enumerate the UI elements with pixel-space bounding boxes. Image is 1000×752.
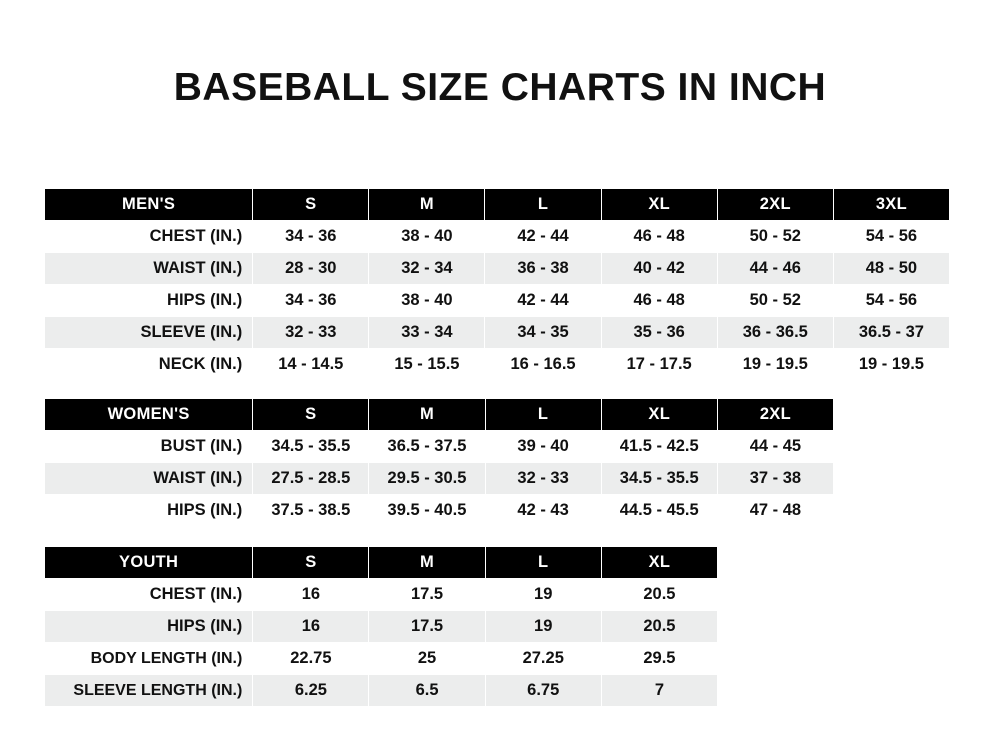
row-label: HIPS (IN.) — [45, 285, 253, 317]
column-header: 2XL — [717, 189, 833, 221]
column-header: L — [485, 189, 601, 221]
table-row — [45, 285, 950, 317]
column-header: M — [369, 547, 485, 579]
table-cell: 32 - 34 — [369, 253, 485, 285]
table-cell: 34.5 - 35.5 — [601, 463, 717, 495]
column-header: 2XL — [717, 399, 833, 431]
table-cell: 41.5 - 42.5 — [601, 431, 717, 463]
row-label: HIPS (IN.) — [45, 495, 253, 527]
table-row — [45, 495, 834, 527]
table-cell: 28 - 30 — [253, 253, 369, 285]
row-label: CHEST (IN.) — [45, 221, 253, 253]
column-header: S — [253, 189, 369, 221]
table-cell: 46 - 48 — [601, 221, 717, 253]
table-cell: 33 - 34 — [369, 317, 485, 349]
table-cell: 37.5 - 38.5 — [253, 495, 369, 527]
row-label: WAIST (IN.) — [45, 463, 253, 495]
table-cell: 44.5 - 45.5 — [601, 495, 717, 527]
table-row — [45, 253, 950, 285]
table-cell: 38 - 40 — [369, 221, 485, 253]
column-header: MEN'S — [45, 189, 253, 221]
table-row — [45, 349, 950, 381]
youth-size-chart — [44, 546, 718, 707]
column-header: M — [369, 189, 485, 221]
row-label: HIPS (IN.) — [45, 611, 253, 643]
table-cell: 50 - 52 — [717, 285, 833, 317]
table-row — [45, 579, 718, 611]
table-cell: 40 - 42 — [601, 253, 717, 285]
table-cell: 19 - 19.5 — [833, 349, 949, 381]
table-cell: 20.5 — [601, 611, 717, 643]
table-cell: 54 - 56 — [833, 221, 949, 253]
table-cell: 42 - 44 — [485, 221, 601, 253]
table-cell: 42 - 43 — [485, 495, 601, 527]
table-cell: 19 - 19.5 — [717, 349, 833, 381]
table-cell: 54 - 56 — [833, 285, 949, 317]
table-cell: 47 - 48 — [717, 495, 833, 527]
table-row — [45, 463, 834, 495]
table-cell: 36.5 - 37 — [833, 317, 949, 349]
table-row — [45, 611, 718, 643]
table-cell: 37 - 38 — [717, 463, 833, 495]
table-cell: 34 - 36 — [253, 285, 369, 317]
table-cell: 19 — [485, 579, 601, 611]
table-cell: 34 - 36 — [253, 221, 369, 253]
table-cell: 16 - 16.5 — [485, 349, 601, 381]
table-cell: 48 - 50 — [833, 253, 949, 285]
table-cell: 34.5 - 35.5 — [253, 431, 369, 463]
mens-size-chart — [44, 188, 950, 381]
table-cell: 25 — [369, 643, 485, 675]
table-row — [45, 675, 718, 707]
table-row — [45, 221, 950, 253]
column-header: S — [253, 399, 369, 431]
table-cell: 44 - 45 — [717, 431, 833, 463]
table-cell: 36 - 38 — [485, 253, 601, 285]
table-cell: 36.5 - 37.5 — [369, 431, 485, 463]
table-cell: 20.5 — [601, 579, 717, 611]
table-cell: 44 - 46 — [717, 253, 833, 285]
table-cell: 16 — [253, 579, 369, 611]
table-cell: 46 - 48 — [601, 285, 717, 317]
table-cell: 22.75 — [253, 643, 369, 675]
row-label: SLEEVE (IN.) — [45, 317, 253, 349]
table-cell: 16 — [253, 611, 369, 643]
table-cell: 17.5 — [369, 611, 485, 643]
table-row — [45, 431, 834, 463]
table-cell: 32 - 33 — [253, 317, 369, 349]
table-cell: 15 - 15.5 — [369, 349, 485, 381]
table-cell: 6.5 — [369, 675, 485, 707]
table-cell: 29.5 - 30.5 — [369, 463, 485, 495]
column-header: XL — [601, 399, 717, 431]
column-header: WOMEN'S — [45, 399, 253, 431]
column-header: L — [485, 399, 601, 431]
table-header-row — [45, 547, 718, 579]
table-cell: 42 - 44 — [485, 285, 601, 317]
womens-size-chart — [44, 398, 834, 527]
row-label: CHEST (IN.) — [45, 579, 253, 611]
table-cell: 39 - 40 — [485, 431, 601, 463]
table-header-row — [45, 399, 834, 431]
column-header: XL — [601, 189, 717, 221]
table-cell: 27.5 - 28.5 — [253, 463, 369, 495]
table-row — [45, 317, 950, 349]
column-header: YOUTH — [45, 547, 253, 579]
column-header: S — [253, 547, 369, 579]
table-cell: 19 — [485, 611, 601, 643]
column-header: XL — [601, 547, 717, 579]
row-label: BUST (IN.) — [45, 431, 253, 463]
row-label: WAIST (IN.) — [45, 253, 253, 285]
table-cell: 29.5 — [601, 643, 717, 675]
table-cell: 32 - 33 — [485, 463, 601, 495]
column-header: 3XL — [833, 189, 949, 221]
table-cell: 14 - 14.5 — [253, 349, 369, 381]
row-label: SLEEVE LENGTH (IN.) — [45, 675, 253, 707]
table-cell: 34 - 35 — [485, 317, 601, 349]
table-header-row — [45, 189, 950, 221]
table-row — [45, 643, 718, 675]
table-cell: 7 — [601, 675, 717, 707]
column-header: L — [485, 547, 601, 579]
table-cell: 39.5 - 40.5 — [369, 495, 485, 527]
table-cell: 6.25 — [253, 675, 369, 707]
table-cell: 38 - 40 — [369, 285, 485, 317]
table-cell: 6.75 — [485, 675, 601, 707]
table-cell: 50 - 52 — [717, 221, 833, 253]
page-title: BASEBALL SIZE CHARTS IN INCH — [173, 66, 827, 109]
column-header: M — [369, 399, 485, 431]
table-cell: 36 - 36.5 — [717, 317, 833, 349]
table-cell: 27.25 — [485, 643, 601, 675]
table-cell: 35 - 36 — [601, 317, 717, 349]
row-label: NECK (IN.) — [45, 349, 253, 381]
table-cell: 17 - 17.5 — [601, 349, 717, 381]
table-cell: 17.5 — [369, 579, 485, 611]
row-label: BODY LENGTH (IN.) — [45, 643, 253, 675]
